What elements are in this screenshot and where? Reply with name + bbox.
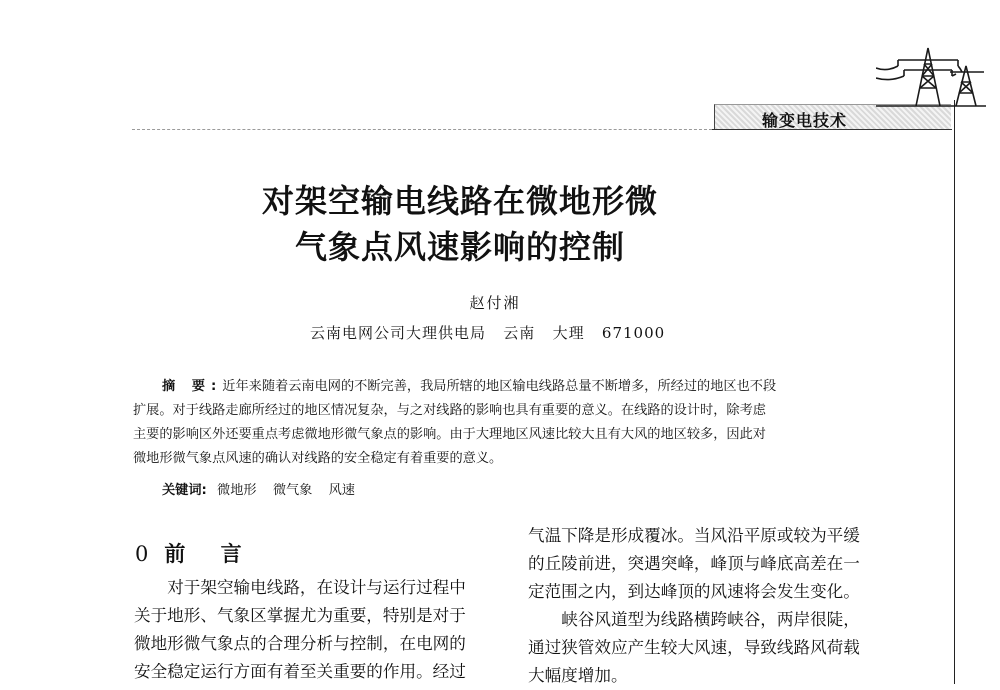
paragraph-line: 关于地形、气象区掌握尤为重要，特别是对于 bbox=[134, 606, 466, 625]
section-number: 0 bbox=[135, 542, 149, 566]
abstract-line bbox=[133, 375, 893, 399]
keyword: 微气象 bbox=[272, 483, 313, 498]
paragraph-line: 定范围之内，到达峰顶的风速将会发生变化。 bbox=[528, 582, 860, 601]
abstract-text: 近年来随着云南电网的不断完善，我局所辖的地区输电线路总量不断增多，所经过的地区也不段 bbox=[222, 379, 777, 394]
paragraph-line: 气温下降是形成覆冰。当风沿平原或较为平缓 bbox=[528, 526, 860, 545]
paragraph-line: 通过狭管效应产生较大风速，导致线路风荷载 bbox=[528, 638, 860, 657]
affiliation: 云南电网公司大理供电局 云南 大理 671000 bbox=[310, 324, 666, 342]
abstract-label: 摘 要: bbox=[162, 379, 223, 394]
keyword: 微地形 bbox=[217, 483, 257, 498]
paper-title-line1: 对架空输电线路在微地形微 bbox=[261, 182, 658, 220]
paragraph-line: 的丘陵前进，突遇突峰，峰顶与峰底高差在一 bbox=[528, 554, 860, 573]
paragraph-line: 大幅度增加。 bbox=[528, 666, 628, 685]
paper-title-line2: 气象点风速影响的控制 bbox=[294, 228, 625, 266]
paragraph-line: 安全稳定运行方面有着至关重要的作用。经过 bbox=[134, 662, 466, 681]
keywords-label: 关键词: bbox=[162, 483, 207, 498]
abstract bbox=[133, 375, 893, 471]
abstract-line: 主要的影响区外还要重点考虑微地形微气象点的影响。由于大理地区风速比较大且有大风的地区较多，因此对 bbox=[133, 427, 766, 442]
left-column bbox=[134, 574, 500, 686]
transmission-tower-icon bbox=[876, 38, 986, 108]
abstract-line: 扩展。对于线路走廊所经过的地区情况复杂，与之对线路的影响也具有重要的意义。在线路的设计时，除考虑 bbox=[133, 403, 766, 418]
paragraph-line: 对于架空输电线路，在设计与运行过程中 bbox=[167, 578, 466, 597]
section-title: 前 言 bbox=[164, 541, 256, 566]
keywords bbox=[162, 479, 361, 498]
header-rule-dashed bbox=[132, 129, 712, 130]
section-heading bbox=[135, 538, 256, 568]
right-column bbox=[528, 522, 888, 690]
section-label: 输变电技术 bbox=[762, 111, 848, 130]
paragraph-line: 峡谷风道型为线路横跨峡谷，两岸很陡， bbox=[561, 610, 860, 629]
paragraph-line: 微地形微气象点的合理分析与控制，在电网的 bbox=[134, 634, 466, 653]
keyword: 风速 bbox=[328, 483, 355, 498]
author-name: 赵付湘 bbox=[469, 294, 521, 312]
abstract-line: 微地形微气象点风速的确认对线路的安全稳定有着重要的意义。 bbox=[133, 451, 503, 466]
